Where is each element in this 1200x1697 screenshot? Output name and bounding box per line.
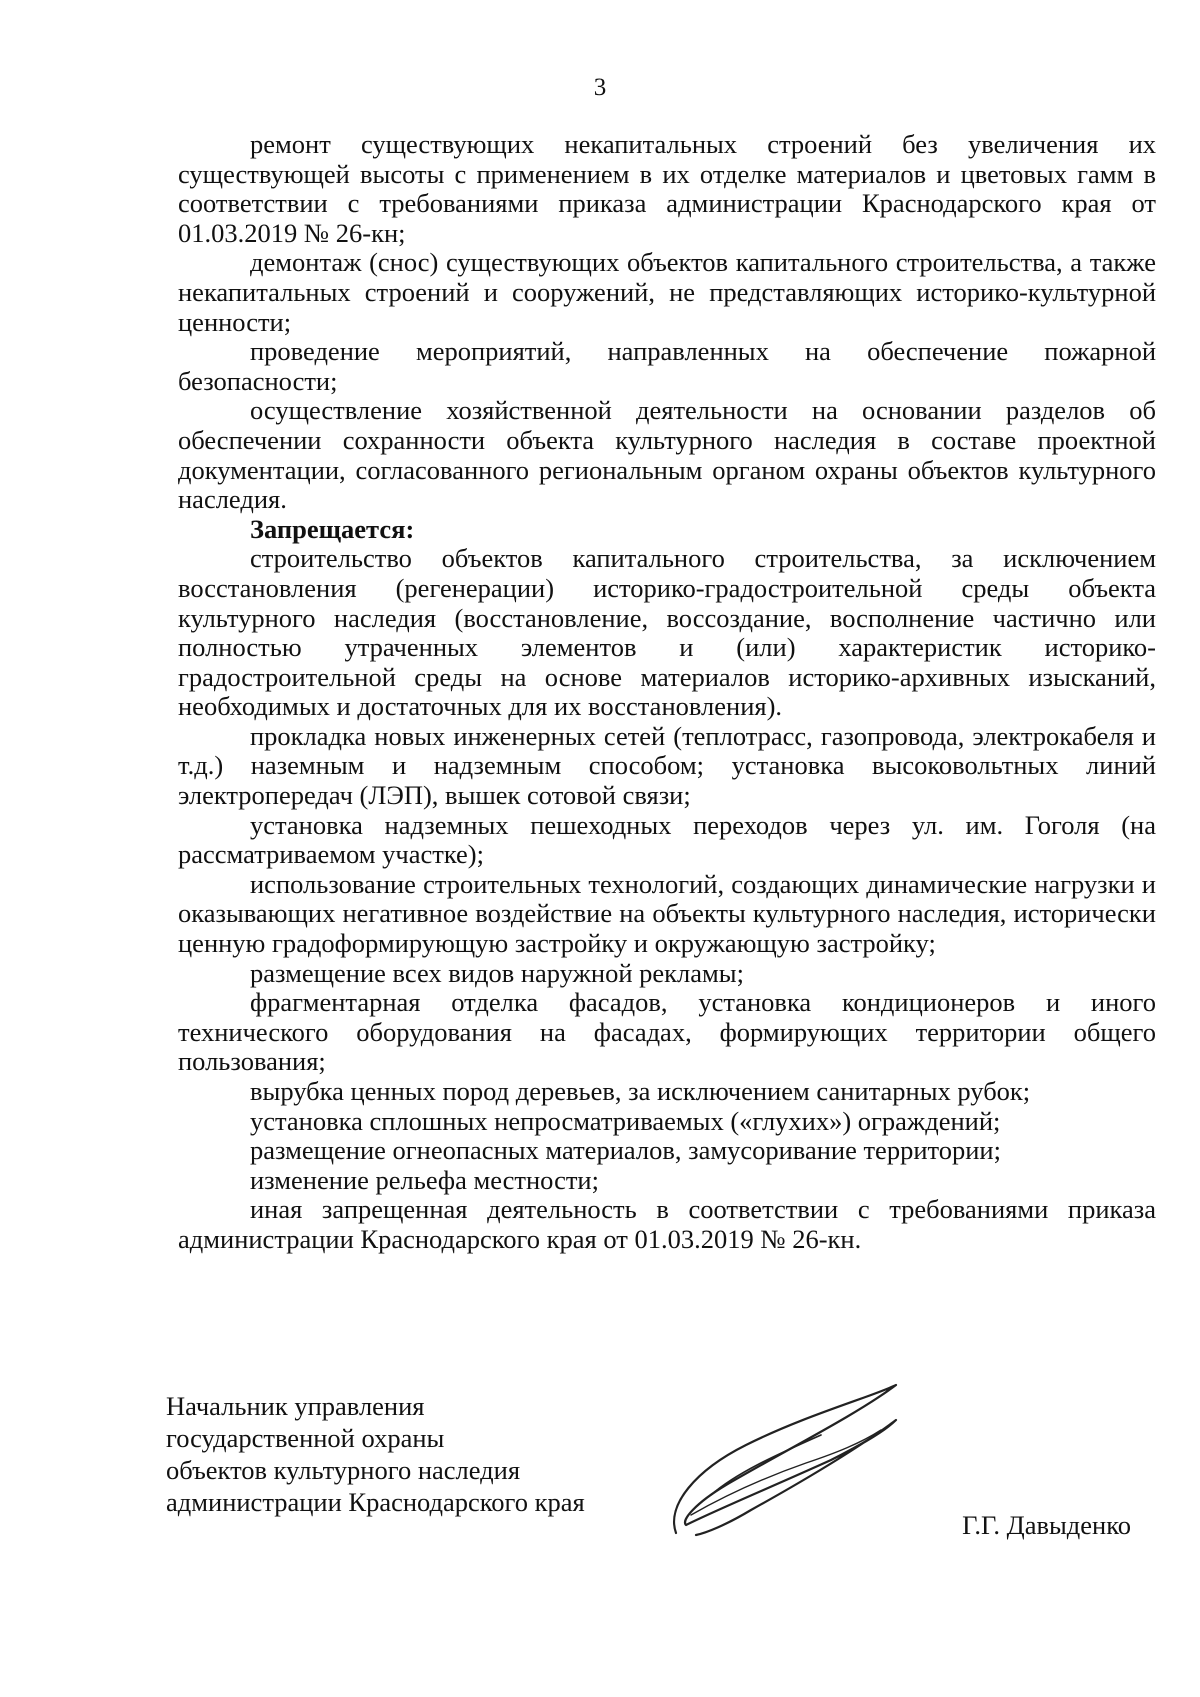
page-number: 3 [593,74,607,101]
prohibited-item: иная запрещенная деятельность в соответствии с требованиями приказа администрации Краснодарского края от 01.03.2019 № 26-кн. [178,1194,1156,1254]
prohibited-item: прокладка новых инженерных сетей (теплотрасс, газопровода, электрокабеля и т.д.) наземным и надземным способом; установка высоковольтных линий электропередач (ЛЭП), вышек сотовой связи; [178,720,1156,811]
document-body [178,130,1156,1255]
prohibited-item: фрагментарная отделка фасадов, установка кондиционеров и иного технического оборудования на фасадах, формирующих территории общего пользования; [178,987,1156,1077]
paragraph: осуществление хозяйственной деятельности на основании разделов об обеспечении сохранности объекта культурного наследия в составе проектной документации, согласованного региональным органом охраны объектов культурного наследия. [178,395,1156,515]
paragraph: ремонт существующих некапитальных строений без увеличения их существующей высоты с применением в их отделке материалов и цветовых гамм в соответствии с требованиями приказа администрации Краснодарского края от 01.03.2019 № 26-кн; [178,129,1156,248]
signatory-name: Г.Г. Давыденко [962,1510,1131,1540]
prohibited-item: размещение всех видов наружной рекламы; [250,957,744,988]
paragraph: проведение мероприятий, направленных на обеспечение пожарной безопасности; [178,336,1156,396]
paragraph: демонтаж (снос) существующих объектов капитального строительства, а также некапитальных строений и сооружений, не представляющих историко-культурной ценности; [178,247,1156,337]
prohibited-item: изменение рельефа местности; [250,1164,599,1195]
handwritten-signature [656,1375,916,1545]
prohibited-item: использование строительных технологий, создающих динамические нагрузки и оказывающих негативное воздействие на объекты культурного наследия, исторически ценную градоформирующую застройку и окружающую застройку; [178,868,1156,959]
signatory-position [166,1390,636,1518]
prohibited-item: установка сплошных непросматриваемых («глухих») ограждений; [250,1105,1001,1136]
position-line: объектов культурного наследия [166,1455,521,1485]
position-line: администрации Краснодарского края [166,1487,585,1517]
section-heading: Запрещается: [250,513,415,544]
prohibited-item: установка надземных пешеходных переходов через ул. им. Гоголя (на рассматриваемом участке); [178,809,1156,870]
signature-block [166,1390,1156,1570]
position-line: государственной охраны [166,1423,445,1453]
prohibited-item: вырубка ценных пород деревьев, за исключением санитарных рубок; [250,1076,1031,1106]
prohibited-item: строительство объектов капитального строительства, за исключением восстановления (регенерации) историко-градостроительной среды объекта культурного наследия (восстановление, воссоздание, восполнение частично или полностью утраченных элементов и (или) характеристик историко-градостроительной среды на основе материалов историко-архивных изысканий, необходимых и достаточных для их восстановления). [178,543,1156,722]
prohibited-item: размещение огнеопасных материалов, замусоривание территории; [250,1135,1001,1166]
position-line: Начальник управления [166,1391,425,1421]
